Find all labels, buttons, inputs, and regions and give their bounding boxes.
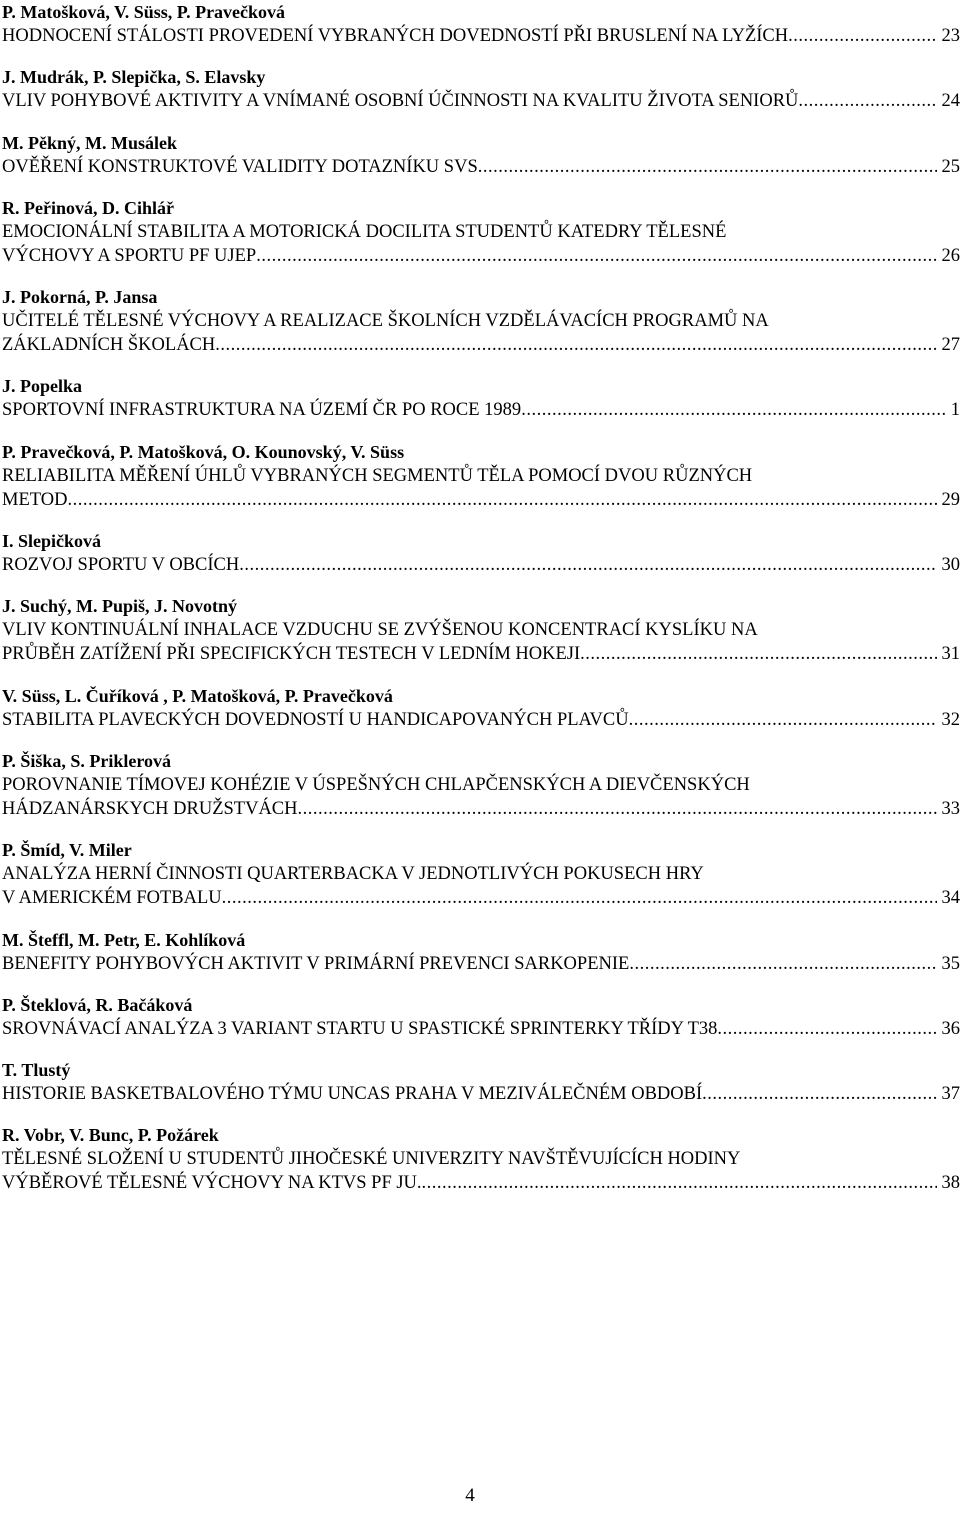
entry-authors: J. Mudrák, P. Slepička, S. Elavsky xyxy=(2,67,266,88)
toc-entry xyxy=(2,749,960,821)
entry-page-number: 27 xyxy=(941,335,960,356)
dot-leader xyxy=(580,642,936,666)
entry-title-last-line xyxy=(2,642,960,666)
toc-entry xyxy=(2,374,960,422)
entry-title-last-line xyxy=(2,1017,960,1041)
entry-title-text: HODNOCENÍ STÁLOSTI PROVEDENÍ VYBRANÝCH DOVEDNOSTÍ PŘI BRUSLENÍ NA LYŽÍCH xyxy=(2,26,789,46)
entry-title-line: ANALÝZA HERNÍ ČINNOSTI QUARTERBACKA V JEDNOTLIVÝCH POKUSECH HRY xyxy=(2,864,704,885)
entry-title-line: UČITELÉ TĚLESNÉ VÝCHOVY A REALIZACE ŠKOLNÍCH VZDĚLÁVACÍCH PROGRAMŮ NA xyxy=(2,311,769,332)
dot-leader xyxy=(717,1017,936,1041)
dot-leader xyxy=(422,1171,937,1195)
dot-leader xyxy=(215,333,936,357)
entry-authors: P. Matošková, V. Süss, P. Pravečková xyxy=(2,2,286,22)
dot-leader xyxy=(521,398,946,422)
entry-title-text: VÝCHOVY A SPORTU PF UJEP xyxy=(2,245,257,266)
entry-title-text: VLIV POHYBOVÉ AKTIVITY A VNÍMANÉ OSOBNÍ ÚČINNOSTI NA KVALITU ŽIVOTA SENIORŮ xyxy=(2,91,799,112)
entry-title-last-line xyxy=(2,1171,960,1195)
dot-leader xyxy=(702,1082,936,1106)
entry-page-number: 1 xyxy=(950,400,960,421)
entry-title-text: VÝBĚROVÉ TĚLESNÉ VÝCHOVY NA KTVS PF JU. xyxy=(2,1173,422,1194)
entry-title-text: STABILITA PLAVECKÝCH DOVEDNOSTÍ U HANDICAPOVANÝCH PLAVCŮ xyxy=(2,709,629,730)
entry-title-text: V AMERICKÉM FOTBALU xyxy=(2,888,222,909)
dot-leader xyxy=(298,797,937,821)
toc-entry xyxy=(2,285,960,357)
entry-title-line: EMOCIONÁLNÍ STABILITA A MOTORICKÁ DOCILITA STUDENTŮ KATEDRY TĚLESNÉ xyxy=(2,221,727,242)
entry-title-last-line xyxy=(2,89,960,113)
toc-entry xyxy=(2,684,960,732)
entry-title-last-line xyxy=(2,553,960,577)
toc-entry xyxy=(2,65,960,113)
page-number: 4 xyxy=(465,1485,475,1506)
entry-authors: P. Pravečková, P. Matošková, O. Kounovský, V. Süss xyxy=(2,441,405,462)
entry-title-line: RELIABILITA MĚŘENÍ ÚHLŮ VYBRANÝCH SEGMENTŮ TĚLA POMOCÍ DVOU RŮZNÝCH xyxy=(2,465,753,486)
entry-title-last-line xyxy=(2,1082,960,1106)
entry-authors: M. Pěkný, M. Musálek xyxy=(2,132,177,153)
entry-authors: R. Peřinová, D. Cihlář xyxy=(2,197,174,218)
entry-authors: P. Šteklová, R. Bačáková xyxy=(2,994,193,1015)
entry-title-text: HÁDZANÁRSKYCH DRUŽSTVÁCH xyxy=(2,798,298,819)
entry-title-text: METOD xyxy=(2,489,68,510)
entry-title-last-line xyxy=(2,398,960,422)
toc-entry xyxy=(2,993,960,1041)
dot-leader xyxy=(222,886,937,910)
dot-leader xyxy=(629,708,937,732)
entry-authors: I. Slepičková xyxy=(2,531,102,552)
toc-entry xyxy=(2,0,960,48)
entry-title-last-line xyxy=(2,244,960,268)
toc-entry xyxy=(2,928,960,976)
entry-page-number: 35 xyxy=(941,953,960,974)
entry-page-number: 26 xyxy=(941,245,960,266)
entry-title-last-line xyxy=(2,886,960,910)
entry-authors: J. Pokorná, P. Jansa xyxy=(2,287,158,308)
toc-entry xyxy=(2,440,960,512)
entry-title-text: OVĚŘENÍ KONSTRUKTOVÉ VALIDITY DOTAZNÍKU SVS xyxy=(2,156,478,177)
entry-title-line: TĚLESNÉ SLOŽENÍ U STUDENTŮ JIHOČESKÉ UNIVERZITY NAVŠTĚVUJÍCÍCH HODINY xyxy=(2,1149,741,1170)
entry-authors: R. Vobr, V. Bunc, P. Požárek xyxy=(2,1125,219,1146)
dot-leader xyxy=(67,488,936,512)
entry-title-text: BENEFITY POHYBOVÝCH AKTIVIT V PRIMÁRNÍ PREVENCI SARKOPENIE xyxy=(2,953,630,974)
entry-title-last-line xyxy=(2,155,960,179)
entry-page-number: 37 xyxy=(941,1084,960,1105)
entry-title-last-line xyxy=(2,488,960,512)
entry-page-number: 33 xyxy=(941,798,960,819)
toc-entry xyxy=(2,196,960,268)
entry-authors: J. Popelka xyxy=(2,376,83,397)
entry-title-line: VLIV KONTINUÁLNÍ INHALACE VZDUCHU SE ZVÝŠENOU KONCENTRACÍ KYSLÍKU NA xyxy=(2,620,758,641)
entry-page-number: 38 xyxy=(941,1173,960,1194)
entry-page-number: 31 xyxy=(941,644,960,665)
entry-page-number: 36 xyxy=(941,1018,960,1039)
dot-leader xyxy=(629,952,936,976)
toc-entry xyxy=(2,529,960,577)
entry-title-text: ZÁKLADNÍCH ŠKOLÁCH xyxy=(2,335,216,356)
entry-title-text: HISTORIE BASKETBALOVÉHO TÝMU UNCAS PRAHA V MEZIVÁLEČNÉM OBDOBÍ xyxy=(2,1084,703,1105)
entry-authors: V. Süss, L. Čuříková , P. Matošková, P. Pravečková xyxy=(2,685,393,706)
toc-entry xyxy=(2,1123,960,1195)
entry-title-text: SPORTOVNÍ INFRASTRUKTURA NA ÚZEMÍ ČR PO ROCE 1989 xyxy=(2,400,522,421)
dot-leader xyxy=(798,89,936,113)
entry-page-number: 32 xyxy=(941,709,960,730)
entry-page-number: 24 xyxy=(941,91,960,112)
entry-title-line: POROVNANIE TÍMOVEJ KOHÉZIE V ÚSPEŠNÝCH CHLAPČENSKÝCH A DIEVČENSKÝCH xyxy=(2,774,750,795)
entry-title-last-line xyxy=(2,952,960,976)
entry-authors: P. Šmíd, V. Miler xyxy=(2,840,132,861)
entry-title-last-line xyxy=(2,708,960,732)
entry-authors: P. Šiška, S. Priklerová xyxy=(2,750,172,771)
entry-title-last-line xyxy=(2,333,960,357)
entry-page-number: 23 xyxy=(941,26,960,46)
toc-entry xyxy=(2,594,960,666)
entry-page-number: 30 xyxy=(941,555,960,576)
table-of-contents xyxy=(2,0,960,1213)
entry-authors: J. Suchý, M. Pupiš, J. Novotný xyxy=(2,596,238,617)
entry-title-text: SROVNÁVACÍ ANALÝZA 3 VARIANT STARTU U SPASTICKÉ SPRINTERKY TŘÍDY T38 xyxy=(2,1018,718,1039)
dot-leader xyxy=(239,553,936,577)
dot-leader xyxy=(256,244,936,268)
entry-title-text: PRŮBĚH ZATÍŽENÍ PŘI SPECIFICKÝCH TESTECH V LEDNÍM HOKEJI xyxy=(2,644,581,665)
entry-title-last-line xyxy=(2,24,960,48)
entry-page-number: 34 xyxy=(941,888,960,909)
entry-page-number: 25 xyxy=(941,156,960,177)
entry-authors: M. Šteffl, M. Petr, E. Kohlíková xyxy=(2,929,246,950)
entry-page-number: 29 xyxy=(941,489,960,510)
dot-leader xyxy=(788,24,936,48)
toc-entry xyxy=(2,838,960,910)
entry-title-text: ROZVOJ SPORTU V OBCÍCH xyxy=(2,555,240,576)
entry-authors: T. Tlustý xyxy=(2,1060,71,1081)
toc-entry xyxy=(2,1058,960,1106)
toc-entry xyxy=(2,131,960,179)
dot-leader xyxy=(478,155,937,179)
entry-title-last-line xyxy=(2,797,960,821)
